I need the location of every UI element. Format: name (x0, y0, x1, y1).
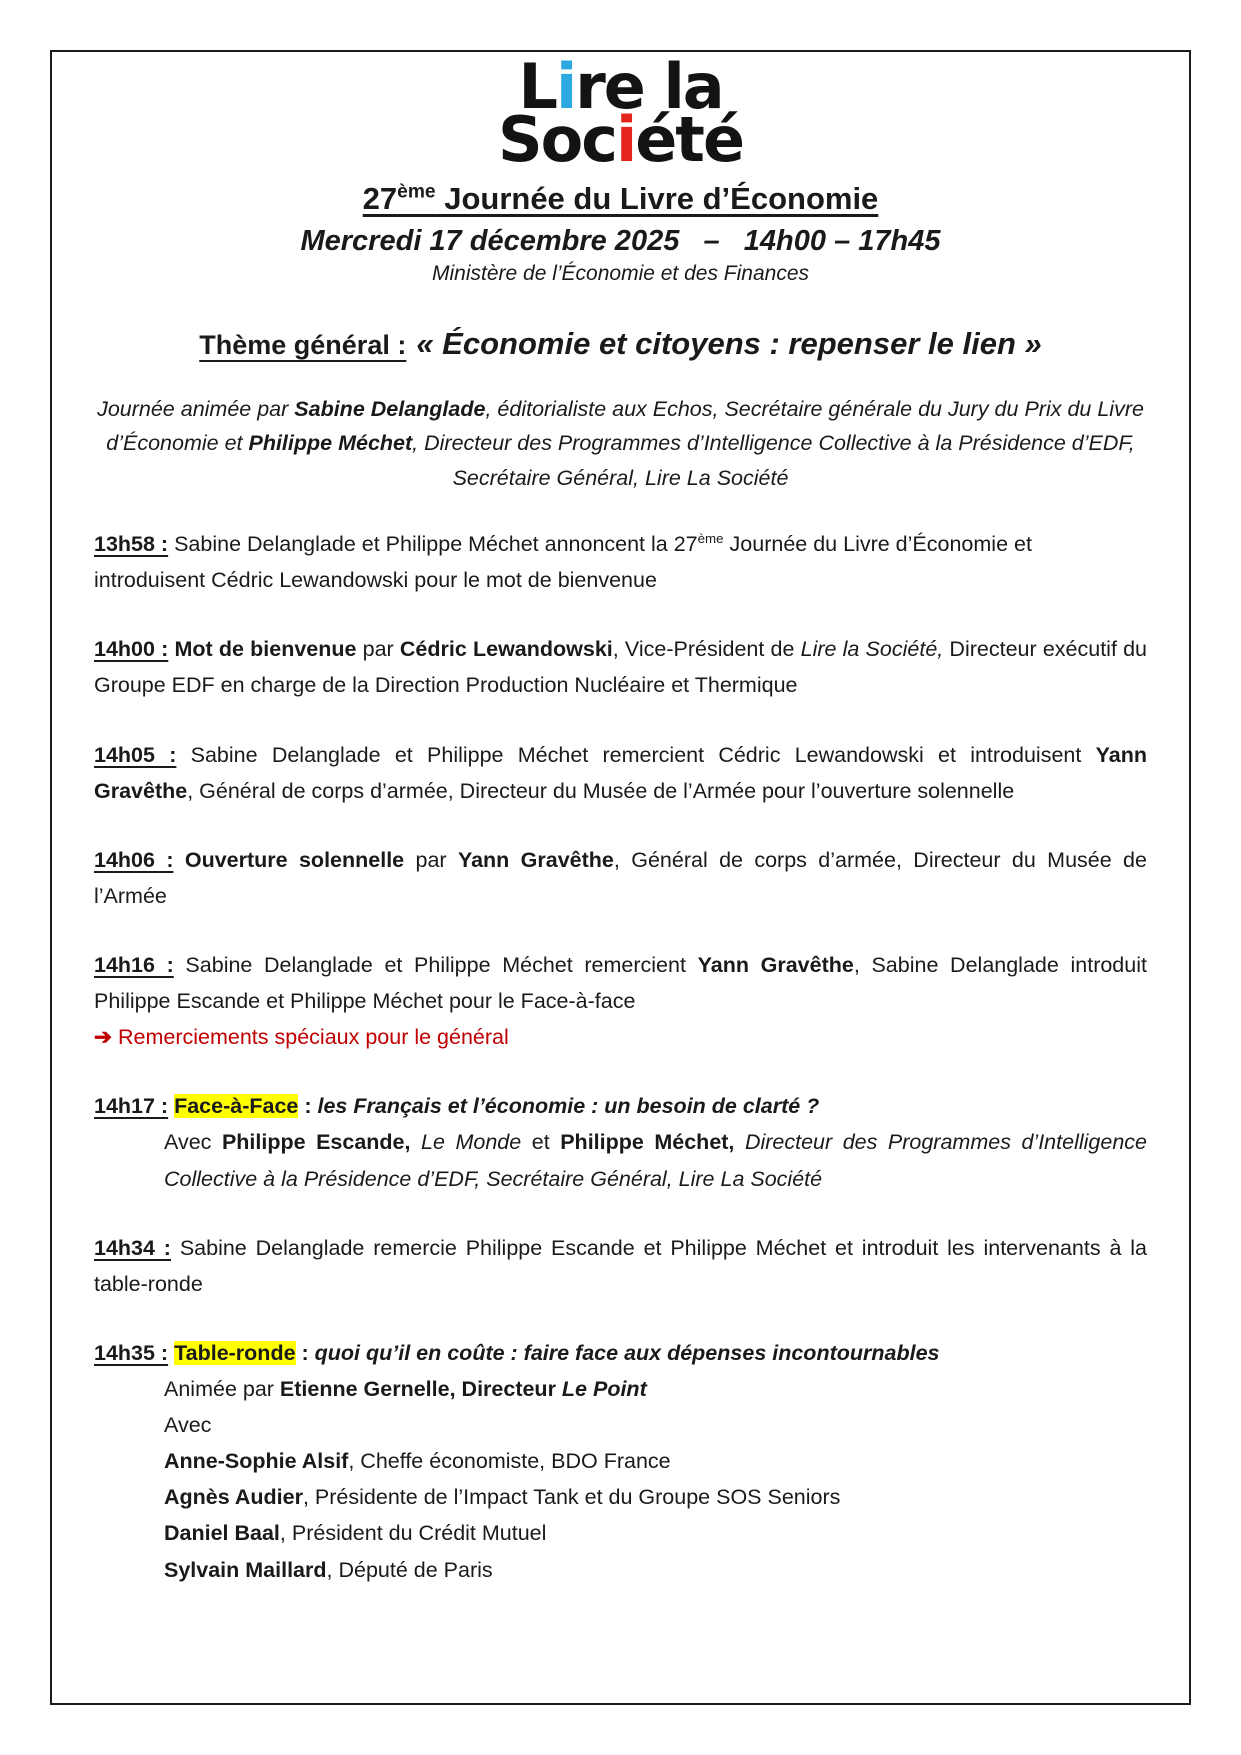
text-run: Le Point (561, 1376, 647, 1401)
schedule-paragraph (94, 737, 1147, 809)
text-run (411, 1130, 422, 1154)
text-run: Cédric Lewandowski (399, 637, 613, 662)
text-run: Sylvain Maillard (164, 1557, 327, 1582)
text-run: Face-à-Face (174, 1094, 299, 1119)
event-title (94, 181, 1147, 217)
lire-la-societe-logo (94, 50, 1147, 177)
page-border-frame (50, 50, 1191, 1705)
text-run: ème (697, 530, 724, 546)
schedule-paragraph (164, 1552, 1147, 1588)
text-run: Ouverture solennelle (184, 847, 405, 872)
text-run: par (356, 637, 400, 662)
text-run: Animée par (164, 1376, 280, 1401)
text-run: par (404, 847, 458, 872)
text-run: , éditorialiste aux Echos, Secrétaire générale du Jury du Prix du Livre d’Économie et (106, 396, 1144, 456)
schedule-paragraph (94, 1335, 1147, 1371)
text-run: 14h06 : (94, 847, 174, 872)
text-run: Journée animée par (97, 396, 295, 421)
text-run: Sabine Delanglade remercie Philippe Escande et Philippe Méchet et introduit les intervenants à la table-ronde (94, 1235, 1147, 1296)
text-run: re la (575, 50, 723, 123)
schedule-paragraph (164, 1443, 1147, 1479)
text-run: Etienne Gernelle, Directeur (279, 1376, 562, 1401)
schedule-paragraph (164, 1479, 1147, 1515)
schedule-paragraph (164, 1515, 1147, 1551)
schedule-paragraph (94, 842, 1147, 914)
schedule (94, 526, 1147, 1588)
text-run: 14h16 : (94, 952, 174, 977)
event-title-text (363, 181, 879, 216)
schedule-paragraph (164, 1407, 1147, 1443)
text-run: Anne-Sophie Alsif (164, 1449, 349, 1474)
text-run: i (555, 50, 576, 123)
text-run: , Général de corps d’armée, Directeur du Musée de l’Armée pour l’ouverture solennelle (187, 778, 1015, 803)
text-run: 14h34 : (94, 1235, 171, 1260)
text-run: Soc (497, 103, 616, 177)
text-run: : (295, 1340, 315, 1365)
red-arrow-icon: ➔ (94, 1025, 113, 1050)
logo-line-2 (94, 103, 1147, 177)
text-run: Directeur des Programmes d’Intelligence Collective à la Présidence d’EDF, Secrétaire Général, Lire La Société (164, 1130, 1147, 1191)
text-run: Journée du Livre d’Économie (435, 180, 879, 216)
text-run: Directeur exécutif du Groupe EDF en charge de la Direction Production Nucléaire et Thermique (94, 637, 1148, 698)
theme-quote: « Économie et citoyens : repenser le lien » (416, 325, 1042, 361)
text-run: , Général de corps d’armée, Directeur du Musée de l’Armée (94, 847, 1147, 908)
text-run: Sabine Delanglade et Philippe Méchet remercient Cédric Lewandowski et introduisent (176, 742, 1096, 767)
text-run: , Présidente de l’Impact Tank et du Groupe SOS Seniors (302, 1485, 841, 1510)
text-run: , Vice-Président de (612, 637, 801, 662)
text-run (734, 1130, 745, 1154)
theme-line (94, 326, 1147, 362)
schedule-paragraph (94, 1088, 1147, 1124)
event-venue: Ministère de l’Économie et des Finances (431, 261, 809, 285)
schedule-paragraph (164, 1124, 1147, 1196)
text-run: ème (397, 181, 436, 203)
text-run: , Cheffe économiste, BDO France (348, 1449, 671, 1474)
text-run: Journée du Livre d’Économie et introduisent Cédric Lewandowski pour le mot de bienvenue (94, 532, 1032, 593)
text-run: 14h00 : (94, 637, 169, 662)
text-run: , Directeur des Programmes d’Intelligence Collective à la Présidence d’EDF, Secrétaire Général, Lire La Société (412, 431, 1135, 491)
text-run: Yann Gravêthe (697, 952, 854, 977)
text-run: Sabine Delanglade (294, 396, 486, 421)
text-run: , Député de Paris (326, 1557, 493, 1582)
schedule-paragraph (94, 631, 1147, 703)
text-run: Yann Gravêthe (94, 742, 1147, 803)
text-run: : (298, 1094, 318, 1119)
text-run: Sabine Delanglade et Philippe Méchet annoncent la 27 (168, 532, 698, 557)
schedule-paragraph (94, 1019, 1147, 1055)
event-date-line: Mercredi 17 décembre 2025 – 14h00 – 17h45 (300, 224, 941, 257)
text-run: Philippe Méchet (248, 431, 413, 456)
text-run: 14h17 : (94, 1094, 169, 1119)
text-run: été (635, 103, 743, 177)
theme-label: Thème général : (199, 329, 407, 360)
text-run: i (615, 103, 636, 177)
text-run: 27 (362, 180, 398, 216)
text-run: Table-ronde (174, 1340, 296, 1365)
text-run: Le Monde (421, 1130, 522, 1155)
text-run: Lire la Société, (800, 637, 944, 662)
text-run: 14h35 : (94, 1340, 169, 1365)
text-run: Avec (164, 1130, 222, 1155)
text-run: , Président du Crédit Mutuel (279, 1521, 547, 1546)
intro-paragraph (94, 392, 1147, 496)
schedule-paragraph (94, 526, 1147, 598)
text-run: les Français et l’économie : un besoin de clarté ? (317, 1094, 820, 1119)
text-run: et (521, 1130, 561, 1155)
text-run: quoi qu’il en coûte : faire face aux dépenses incontournables (314, 1340, 940, 1365)
text-run: L (518, 50, 556, 123)
text-run: Philippe Escande, (221, 1130, 411, 1155)
text-run: , Sabine Delanglade introduit Philippe Escande et Philippe Méchet pour le Face-à-face (94, 952, 1147, 1014)
text-run: Yann Gravêthe (457, 847, 614, 872)
text-run: 13h58 : (94, 532, 169, 557)
text-run (173, 848, 184, 872)
text-run: Daniel Baal (164, 1521, 280, 1546)
text-run: Mot de bienvenue (174, 637, 357, 662)
text-run: Agnès Audier (164, 1485, 303, 1510)
text-run: Sabine Delanglade et Philippe Méchet remercient (173, 952, 698, 977)
schedule-paragraph (94, 947, 1147, 1019)
text-run: 14h05 : (94, 742, 177, 767)
text-run: Philippe Méchet, (560, 1130, 735, 1155)
text-run: Remerciements spéciaux pour le général (112, 1025, 509, 1050)
schedule-paragraph (94, 1230, 1147, 1302)
text-run: Avec (164, 1413, 212, 1438)
schedule-paragraph (164, 1371, 1147, 1407)
